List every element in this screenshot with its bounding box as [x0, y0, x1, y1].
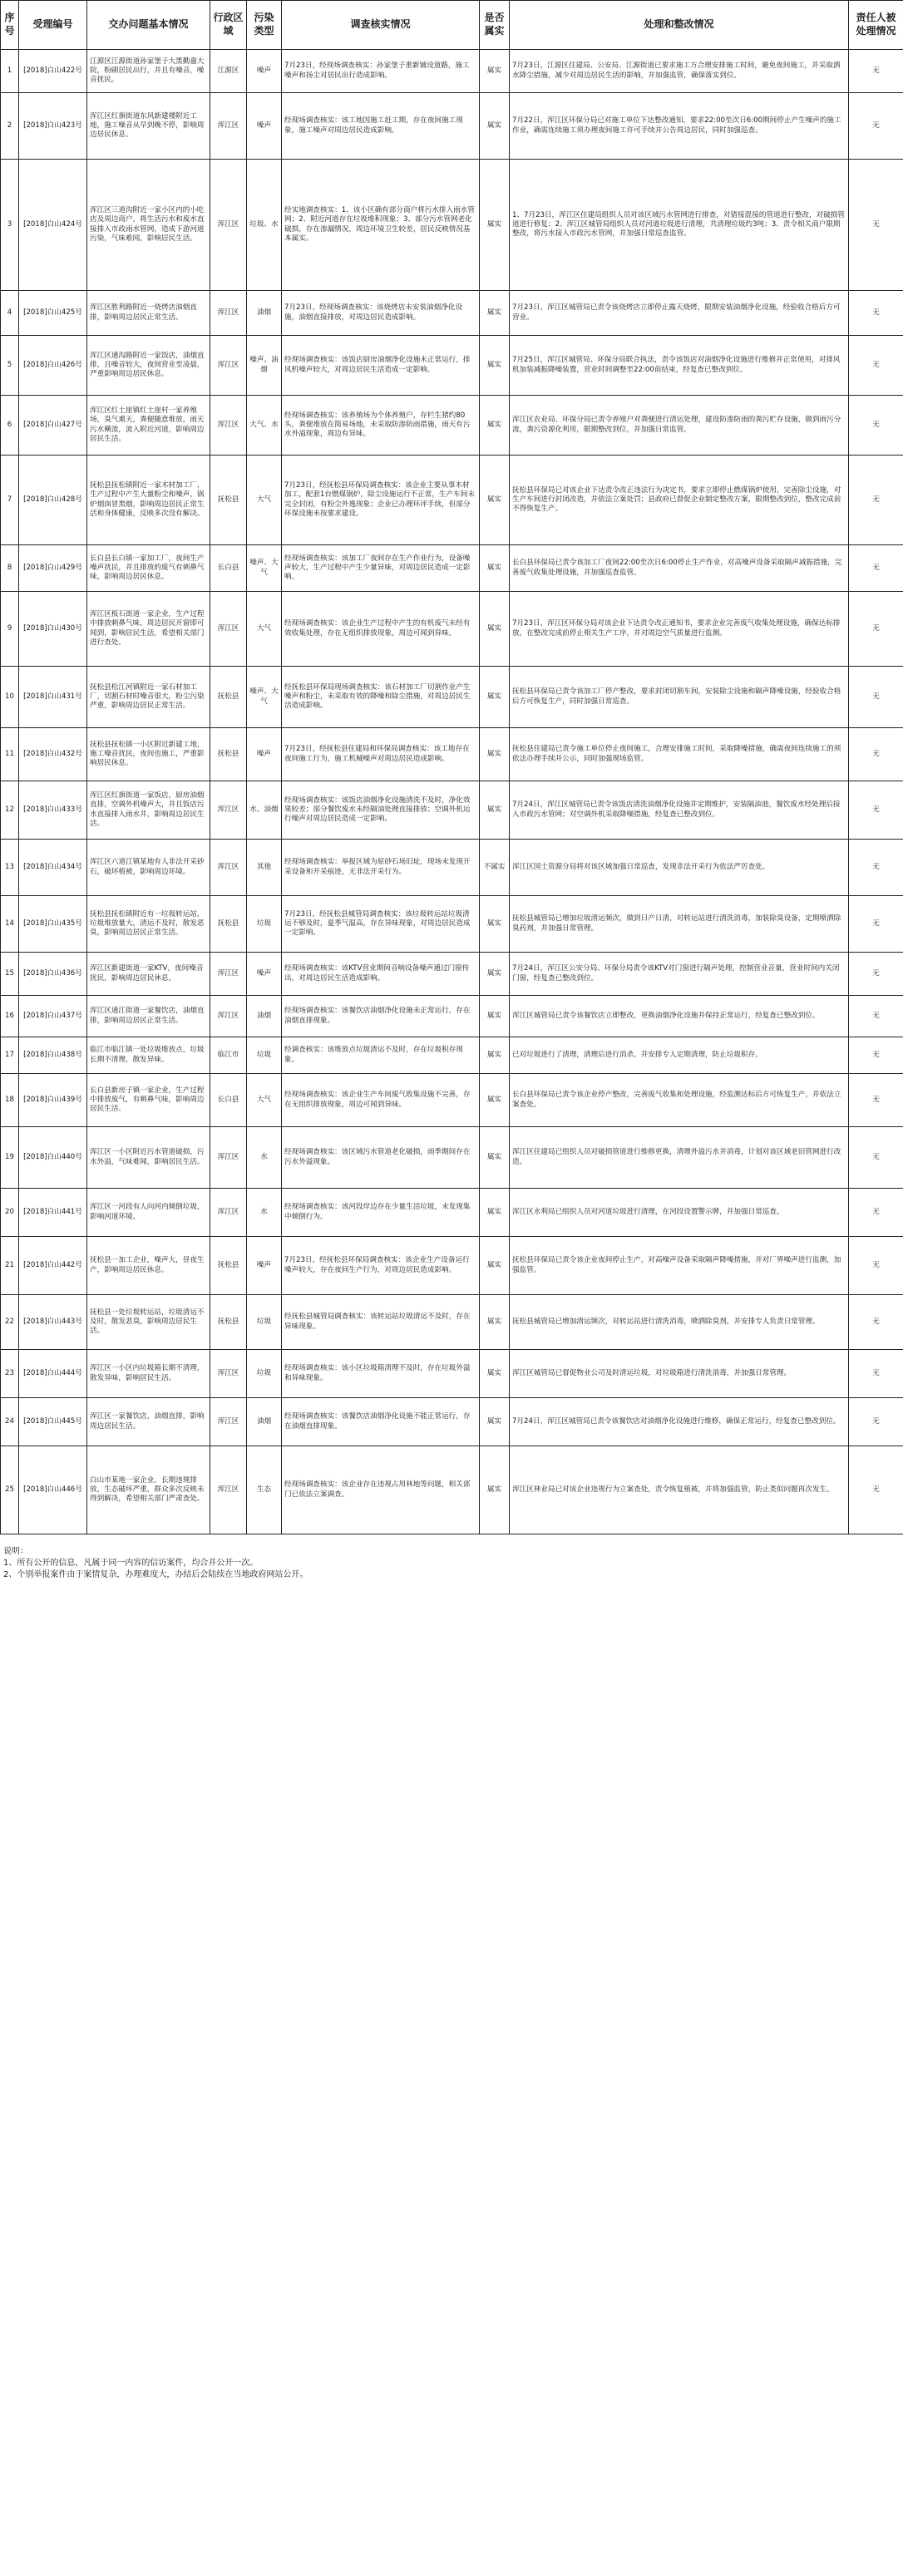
row-code: [2018]白山426号 — [19, 336, 87, 396]
row-type: 噪声 — [247, 93, 282, 160]
row-investigation: 7月23日，经现场调查核实：该烧烤店未安装油烟净化设施，油烟直接排放，对周边居民造成影响。 — [282, 291, 480, 336]
row-issue: 长白县长白镇一家加工厂，夜间生产噪声扰民，并且排放的废气有刺鼻气味，影响周边居民休息。 — [87, 545, 210, 592]
table-row — [1, 592, 903, 667]
row-accountable: 无 — [849, 396, 903, 456]
row-accountable: 无 — [849, 1189, 903, 1237]
row-verified: 属实 — [480, 996, 510, 1037]
notes-title: 说明： — [3, 1547, 28, 1556]
row-region: 浑江区 — [210, 781, 247, 840]
row-handling: 抚松县城管局已增加垃圾清运频次，做到日产日清，对转运站进行清洗消毒，加装除臭设备，定期喷洒除臭药剂，并加强日常管理。 — [510, 896, 849, 953]
row-code: [2018]白山446号 — [19, 1446, 87, 1534]
row-verified: 属实 — [480, 93, 510, 160]
row-handling: 7月23日，江源区住建局、公安局、江源街道已要求施工方合理安排施工时间，避免夜间施工，并采取洒水降尘措施，减少对周边居民生活的影响，并加强监管，确保落实到位。 — [510, 50, 849, 93]
notes-line-1: 1、所有公开的信息，凡属于同一内容的信访案件，均合并公开一次。 — [3, 1559, 259, 1568]
row-region: 浑江区 — [210, 1350, 247, 1398]
table-row — [1, 996, 903, 1037]
row-region: 浑江区 — [210, 160, 247, 291]
row-issue: 抚松县松江河镇附近一家石材加工厂，切割石材时噪音很大，粉尘污染严重，影响周边居民正常生活。 — [87, 667, 210, 728]
table-row — [1, 160, 903, 291]
row-handling: 浑江区国土资源分局将对该区域加强日常巡查，发现非法开采行为依法严厉查处。 — [510, 840, 849, 896]
row-no: 9 — [1, 592, 19, 667]
row-handling: 抚松县城管局已增加清运频次，对转运站进行清洗消毒，喷洒除臭剂，并安排专人负责日常管理。 — [510, 1295, 849, 1350]
row-handling: 浑江区城管局已督促物业公司及时清运垃圾，对垃圾箱进行清洗消毒，并加强日常管理。 — [510, 1350, 849, 1398]
row-code: [2018]白山422号 — [19, 50, 87, 93]
row-handling: 7月23日，浑江区环保分局对该企业下达责令改正通知书，要求企业完善废气收集处理设施，确保达标排放，在整改完成前停止相关生产工序，并对周边空气质量进行监测。 — [510, 592, 849, 667]
row-investigation: 经现场调查核实：该KTV营业期间音响设备噪声通过门窗传出，对周边居民生活造成影响。 — [282, 953, 480, 996]
row-investigation: 经现场调查核实：该企业生产过程中产生的有机废气未经有效收集处理，存在无组织排放现象，周边可闻到异味。 — [282, 592, 480, 667]
row-verified: 属实 — [480, 545, 510, 592]
row-handling: 浑江区农业局、环保分局已责令养殖户对粪便进行清运处理，建设防渗防雨的粪污贮存设施，做到雨污分流，粪污资源化利用，限期整改到位，并加强日常监管。 — [510, 396, 849, 456]
row-type: 水 — [247, 1127, 282, 1189]
table-row — [1, 545, 903, 592]
table-row — [1, 781, 903, 840]
header-issue: 交办问题基本情况 — [87, 1, 210, 50]
row-issue: 浑江区一河段有人向河内倾倒垃圾，影响河道环境。 — [87, 1189, 210, 1237]
table-row — [1, 1446, 903, 1534]
row-region: 抚松县 — [210, 1237, 247, 1295]
row-accountable: 无 — [849, 1446, 903, 1534]
row-no: 7 — [1, 456, 19, 545]
row-investigation: 经现场调查核实：该企业生产车间废气收集设施不完善，存在无组织排放现象，周边可闻到异味。 — [282, 1074, 480, 1127]
row-type: 噪声、大气 — [247, 545, 282, 592]
row-no: 14 — [1, 896, 19, 953]
notes-section — [3, 1546, 898, 1581]
row-issue: 抚松县一加工企业，噪声大，昼夜生产，影响周边居民休息。 — [87, 1237, 210, 1295]
row-verified: 属实 — [480, 728, 510, 781]
row-issue: 临江市临江镇一处垃圾堆放点，垃圾长期不清理，散发异味。 — [87, 1037, 210, 1074]
row-accountable: 无 — [849, 1037, 903, 1074]
row-accountable: 无 — [849, 93, 903, 160]
row-type: 生态 — [247, 1446, 282, 1534]
table-row — [1, 396, 903, 456]
row-handling: 7月24日，浑江区公安分局、环保分局责令该KTV对门窗进行隔声处理，控制营业音量，营业时间内关闭门窗，经复查已整改到位。 — [510, 953, 849, 996]
row-code: [2018]白山431号 — [19, 667, 87, 728]
row-code: [2018]白山423号 — [19, 93, 87, 160]
row-code: [2018]白山436号 — [19, 953, 87, 996]
row-issue: 浑江区新建街道一家KTV，夜间噪音扰民，影响周边居民休息。 — [87, 953, 210, 996]
row-region: 浑江区 — [210, 1398, 247, 1446]
table-row — [1, 1037, 903, 1074]
row-accountable: 无 — [849, 545, 903, 592]
row-issue: 浑江区六道江镇某地有人非法开采砂石，破坏植被，影响周边环境。 — [87, 840, 210, 896]
table-row — [1, 1074, 903, 1127]
row-investigation: 经现场调查核实：该小区垃圾箱清理不及时，存在垃圾外溢和异味现象。 — [282, 1350, 480, 1398]
row-no: 12 — [1, 781, 19, 840]
row-region: 浑江区 — [210, 953, 247, 996]
table-row — [1, 840, 903, 896]
row-no: 24 — [1, 1398, 19, 1446]
row-verified: 属实 — [480, 1350, 510, 1398]
row-type: 噪声、油烟 — [247, 336, 282, 396]
row-code: [2018]白山438号 — [19, 1037, 87, 1074]
table-row — [1, 667, 903, 728]
row-investigation: 7月23日，经抚松县环保局调查核实：该企业生产设备运行噪声较大，存在夜间生产行为，对周边居民造成影响。 — [282, 1237, 480, 1295]
row-no: 10 — [1, 667, 19, 728]
row-accountable: 无 — [849, 456, 903, 545]
header-no: 序号 — [1, 1, 19, 50]
header-region: 行政区域 — [210, 1, 247, 50]
row-investigation: 经抚松县城管局调查核实：该转运站垃圾清运不及时，存在异味现象。 — [282, 1295, 480, 1350]
row-accountable: 无 — [849, 50, 903, 93]
row-no: 23 — [1, 1350, 19, 1398]
row-verified: 属实 — [480, 1237, 510, 1295]
row-code: [2018]白山432号 — [19, 728, 87, 781]
row-region: 抚松县 — [210, 896, 247, 953]
row-no: 8 — [1, 545, 19, 592]
row-type: 大气 — [247, 456, 282, 545]
row-verified: 属实 — [480, 336, 510, 396]
row-region: 浑江区 — [210, 93, 247, 160]
row-handling: 已对垃圾进行了清理，清理后进行消杀，并安排专人定期清理，防止垃圾积存。 — [510, 1037, 849, 1074]
header-type: 污染类型 — [247, 1, 282, 50]
row-verified: 属实 — [480, 1189, 510, 1237]
header-accountable: 责任人被处理情况 — [849, 1, 903, 50]
row-region: 江源区 — [210, 50, 247, 93]
row-handling: 1、7月23日，浑江区住建局组织人员对该区域污水管网进行排查，对错接混接的管道进行整改，对破损管道进行修复；2、浑江区城管局组织人员对河道垃圾进行清理，共清理垃圾约3吨；3、责令相关商户限期整改，将污水接入市政污水管网，并加强日常巡查监管。 — [510, 160, 849, 291]
row-type: 噪声 — [247, 728, 282, 781]
table-row — [1, 1189, 903, 1237]
row-issue: 抚松县一处垃圾转运站，垃圾清运不及时，散发恶臭，影响周边居民生活。 — [87, 1295, 210, 1350]
row-no: 19 — [1, 1127, 19, 1189]
row-investigation: 经现场调查核实：该企业存在违规占用林地等问题，相关部门已依法立案调查。 — [282, 1446, 480, 1534]
row-verified: 不属实 — [480, 840, 510, 896]
row-code: [2018]白山442号 — [19, 1237, 87, 1295]
table-row — [1, 336, 903, 396]
row-accountable: 无 — [849, 996, 903, 1037]
row-no: 4 — [1, 291, 19, 336]
row-verified: 属实 — [480, 160, 510, 291]
row-accountable: 无 — [849, 1074, 903, 1127]
row-no: 2 — [1, 93, 19, 160]
table-row — [1, 728, 903, 781]
table-row — [1, 291, 903, 336]
row-issue: 白山市某地一家企业，长期违规排放，生态破坏严重，群众多次反映未得到解决，希望相关部门严肃查处。 — [87, 1446, 210, 1534]
row-accountable: 无 — [849, 1295, 903, 1350]
row-code: [2018]白山443号 — [19, 1295, 87, 1350]
row-region: 浑江区 — [210, 396, 247, 456]
row-investigation: 经现场调查核实：该餐饮店油烟净化设施未正常运行，存在油烟直排现象。 — [282, 996, 480, 1037]
table-row — [1, 456, 903, 545]
row-region: 长白县 — [210, 1074, 247, 1127]
row-handling: 7月24日，浑江区城管局已责令该餐饮店对油烟净化设施进行维修，确保正常运行，经复查已整改到位。 — [510, 1398, 849, 1446]
row-investigation: 经现场调查核实：该养殖场为个体养殖户，存栏生猪约80头，粪便堆放在简易场地，未采取防渗防雨措施，雨天有污水外溢现象，周边有异味。 — [282, 396, 480, 456]
header-code: 受理编号 — [19, 1, 87, 50]
row-code: [2018]白山437号 — [19, 996, 87, 1037]
row-investigation: 7月23日，经现场调查核实：孙家堡子重新铺设道路，施工噪声和扬尘对居民出行造成影响。 — [282, 50, 480, 93]
table-row — [1, 93, 903, 160]
row-region: 抚松县 — [210, 1295, 247, 1350]
row-issue: 抚松县抚松镇附近一家木材加工厂，生产过程中产生大量粉尘和噪声，锅炉烟囱冒黑烟，影响周边居民正常生活和身体健康，反映多次没有解决。 — [87, 456, 210, 545]
row-region: 临江市 — [210, 1037, 247, 1074]
row-accountable: 无 — [849, 291, 903, 336]
row-code: [2018]白山433号 — [19, 781, 87, 840]
row-handling: 7月23日，浑江区城管局已责令该烧烤店立即停止露天烧烤，限期安装油烟净化设施，经验收合格后方可营业。 — [510, 291, 849, 336]
row-region: 浑江区 — [210, 1189, 247, 1237]
row-type: 水 — [247, 1189, 282, 1237]
row-investigation: 经现场调查核实：该饭店厨房油烟净化设施未正常运行，排风机噪声较大，对周边居民生活造成一定影响。 — [282, 336, 480, 396]
row-no: 15 — [1, 953, 19, 996]
row-code: [2018]白山429号 — [19, 545, 87, 592]
row-type: 噪声 — [247, 50, 282, 93]
row-region: 长白县 — [210, 545, 247, 592]
row-investigation: 7月23日，经抚松县环保局调查核实：该企业主要从事木材加工，配套1台燃煤锅炉，除尘设施运行不正常，生产车间未完全封闭，有粉尘外逸现象；企业已办理环评手续，但部分环保设施未按要求建设。 — [282, 456, 480, 545]
row-verified: 属实 — [480, 953, 510, 996]
row-investigation: 经现场调查核实：该河段岸边存在少量生活垃圾，未发现集中倾倒行为。 — [282, 1189, 480, 1237]
row-accountable: 无 — [849, 160, 903, 291]
row-code: [2018]白山441号 — [19, 1189, 87, 1237]
row-verified: 属实 — [480, 1074, 510, 1127]
row-region: 抚松县 — [210, 456, 247, 545]
row-investigation: 经现场调查核实：该工地因施工赶工期，存在夜间施工现象，施工噪声对周边居民造成影响。 — [282, 93, 480, 160]
row-accountable: 无 — [849, 953, 903, 996]
row-no: 22 — [1, 1295, 19, 1350]
row-handling: 浑江区住建局已组织人员对破损管道进行维修更换，清理外溢污水并消毒，计划对该区域老旧管网进行改造。 — [510, 1127, 849, 1189]
row-handling: 抚松县环保局已对该企业下达责令改正违法行为决定书，要求立即停止燃煤锅炉使用，完善除尘设施，对生产车间进行封闭改造，并依法立案处罚；县政府已督促企业制定整改方案，限期整改到位，整改完成前不得恢复生产。 — [510, 456, 849, 545]
row-investigation: 经现场调查核实：该加工厂夜间存在生产作业行为，设备噪声较大，生产过程中产生少量异味，对周边居民造成一定影响。 — [282, 545, 480, 592]
row-accountable: 无 — [849, 1350, 903, 1398]
row-investigation: 经调查核实：该堆放点垃圾清运不及时，存在垃圾积存现象。 — [282, 1037, 480, 1074]
row-code: [2018]白山434号 — [19, 840, 87, 896]
row-issue: 浑江区三道沟附近一家小区内的小吃店及周边商户，将生活污水和废水直接排入市政雨水管网，造成下游河道污染，气味难闻，影响居民生活。 — [87, 160, 210, 291]
row-issue: 浑江区一小区附近污水管道破损，污水外溢，气味难闻，影响居民生活。 — [87, 1127, 210, 1189]
row-accountable: 无 — [849, 896, 903, 953]
row-accountable: 无 — [849, 728, 903, 781]
row-accountable: 无 — [849, 1398, 903, 1446]
table-row — [1, 1350, 903, 1398]
row-issue: 浑江区一家餐饮店，油烟直排，影响周边居民生活。 — [87, 1398, 210, 1446]
table-row — [1, 953, 903, 996]
row-issue: 浑江区通沟路附近一家饭店，油烟直排，且噪音较大，夜间营业至凌晨，严重影响周边居民休息。 — [87, 336, 210, 396]
table-row — [1, 896, 903, 953]
row-accountable: 无 — [849, 1127, 903, 1189]
row-no: 1 — [1, 50, 19, 93]
row-type: 噪声 — [247, 953, 282, 996]
row-type: 大气 — [247, 1074, 282, 1127]
row-code: [2018]白山430号 — [19, 592, 87, 667]
row-type: 油烟 — [247, 291, 282, 336]
row-issue: 浑江区板石街道一家企业，生产过程中排放刺鼻气味，周边居民开窗即可闻到，影响居民生活，希望相关部门进行查处。 — [87, 592, 210, 667]
header-investigation: 调查核实情况 — [282, 1, 480, 50]
row-code: [2018]白山440号 — [19, 1127, 87, 1189]
row-type: 垃圾 — [247, 896, 282, 953]
row-type: 垃圾、水 — [247, 160, 282, 291]
row-investigation: 经现场调查核实：该餐饮店油烟净化设施不能正常运行，存在油烟直排现象。 — [282, 1398, 480, 1446]
row-no: 6 — [1, 396, 19, 456]
row-verified: 属实 — [480, 1037, 510, 1074]
row-region: 抚松县 — [210, 728, 247, 781]
row-investigation: 7月23日，经抚松县住建局和环保局调查核实：该工地存在夜间施工行为，施工机械噪声对周边居民造成影响。 — [282, 728, 480, 781]
table-header-row — [1, 1, 903, 50]
row-verified: 属实 — [480, 456, 510, 545]
notes-line-2: 2、个别举报案件由于案情复杂，办理难度大，办结后会陆续在当地政府网站公开。 — [3, 1570, 308, 1579]
row-type: 垃圾 — [247, 1350, 282, 1398]
row-type: 油烟 — [247, 1398, 282, 1446]
row-verified: 属实 — [480, 896, 510, 953]
row-verified: 属实 — [480, 667, 510, 728]
row-handling: 7月22日，浑江区环保分局已对施工单位下达整改通知，要求22:00至次日6:00期间停止产生噪声的施工作业，确需连续施工须办理夜间施工许可手续并公告周边居民，同时加强巡查。 — [510, 93, 849, 160]
row-verified: 属实 — [480, 1446, 510, 1534]
row-accountable: 无 — [849, 336, 903, 396]
row-accountable: 无 — [849, 781, 903, 840]
row-no: 20 — [1, 1189, 19, 1237]
row-code: [2018]白山428号 — [19, 456, 87, 545]
row-type: 其他 — [247, 840, 282, 896]
row-type: 大气、水 — [247, 396, 282, 456]
row-issue: 浑江区红旗街道东风新建楼附近工地，施工噪音从早到晚不停，影响周边居民休息。 — [87, 93, 210, 160]
row-code: [2018]白山427号 — [19, 396, 87, 456]
row-type: 水、油烟 — [247, 781, 282, 840]
row-type: 大气 — [247, 592, 282, 667]
row-verified: 属实 — [480, 291, 510, 336]
row-verified: 属实 — [480, 396, 510, 456]
row-investigation: 经现场调查核实：该区域污水管道老化破损，雨季期间存在污水外溢现象。 — [282, 1127, 480, 1189]
row-investigation: 经现场调查核实：该饭店油烟净化设施清洗不及时，净化效果较差；部分餐饮废水未经隔油处理直接排放；空调外机运行噪声对周边居民造成一定影响。 — [282, 781, 480, 840]
row-no: 11 — [1, 728, 19, 781]
row-code: [2018]白山444号 — [19, 1350, 87, 1398]
header-verified: 是否属实 — [480, 1, 510, 50]
row-handling: 长白县环保局已责令该企业停产整改，完善废气收集和处理设施，经监测达标后方可恢复生产，并依法立案查处。 — [510, 1074, 849, 1127]
row-no: 18 — [1, 1074, 19, 1127]
row-verified: 属实 — [480, 1127, 510, 1189]
table-row — [1, 1127, 903, 1189]
row-code: [2018]白山445号 — [19, 1398, 87, 1446]
row-verified: 属实 — [480, 781, 510, 840]
row-no: 16 — [1, 996, 19, 1037]
row-no: 21 — [1, 1237, 19, 1295]
row-region: 浑江区 — [210, 996, 247, 1037]
row-handling: 7月24日，浑江区城管局已责令该饭店清洗油烟净化设施并定期维护，安装隔油池，餐饮废水经处理后接入市政污水管网；对空调外机采取降噪措施，经复查已整改到位。 — [510, 781, 849, 840]
row-no: 5 — [1, 336, 19, 396]
row-region: 浑江区 — [210, 1446, 247, 1534]
row-type: 噪声、大气 — [247, 667, 282, 728]
row-region: 浑江区 — [210, 336, 247, 396]
row-handling: 7月25日，浑江区城管局、环保分局联合执法，责令该饭店对油烟净化设施进行维修并正常使用，对排风机加装减振降噪装置，营业时间调整至22:00前结束，经复查已整改到位。 — [510, 336, 849, 396]
table-row — [1, 50, 903, 93]
row-handling: 抚松县环保局已责令该企业夜间停止生产，对高噪声设备采取隔声降噪措施，并对厂界噪声进行监测，加强监管。 — [510, 1237, 849, 1295]
row-investigation: 经现场调查核实：举报区域为原砂石场旧址，现场未发现开采设备和开采痕迹，无非法开采行为。 — [282, 840, 480, 896]
row-investigation: 经实地调查核实：1、该小区确有部分商户将污水排入雨水管网；2、附近河道存在垃圾堆积现象；3、部分污水管网老化破损，存在渗漏情况，周边环境卫生较差，居民反映情况基本属实。 — [282, 160, 480, 291]
row-code: [2018]白山425号 — [19, 291, 87, 336]
row-type: 油烟 — [247, 996, 282, 1037]
row-region: 浑江区 — [210, 1127, 247, 1189]
row-accountable: 无 — [849, 667, 903, 728]
row-investigation: 经抚松县环保局现场调查核实：该石材加工厂切割作业产生噪声和粉尘，未采取有效的降噪和除尘措施，对周边居民生活造成影响。 — [282, 667, 480, 728]
row-accountable: 无 — [849, 1237, 903, 1295]
row-no: 25 — [1, 1446, 19, 1534]
row-handling: 浑江区城管局已责令该餐饮店立即整改，更换油烟净化设施并保持正常运行，经复查已整改到位。 — [510, 996, 849, 1037]
header-handling: 处理和整改情况 — [510, 1, 849, 50]
row-handling: 抚松县环保局已责令该加工厂停产整改，要求封闭切割车间，安装除尘设施和隔声降噪设施，经验收合格后方可恢复生产，同时加强日常巡查。 — [510, 667, 849, 728]
row-issue: 江源区江源街道孙家堡子大黑勤嘉大院，粉刷居民出行，并且有噪音，噪音扰民。 — [87, 50, 210, 93]
row-verified: 属实 — [480, 1295, 510, 1350]
row-accountable: 无 — [849, 840, 903, 896]
row-issue: 长白县新房子镇一家企业，生产过程中排放废气，有刺鼻气味，影响周边居民生活。 — [87, 1074, 210, 1127]
row-issue: 浑江区胜利路附近一烧烤店油烟直排，影响周边居民正常生活。 — [87, 291, 210, 336]
row-region: 抚松县 — [210, 667, 247, 728]
row-issue: 抚松县抚松镇一小区附近新建工地，施工噪音扰民，夜间也施工，严重影响居民休息。 — [87, 728, 210, 781]
table-body — [1, 50, 903, 1534]
row-region: 浑江区 — [210, 291, 247, 336]
row-issue: 抚松县抚松镇附近有一垃圾转运站，垃圾堆放量大，清运不及时，散发恶臭，影响周边居民正常生活。 — [87, 896, 210, 953]
row-verified: 属实 — [480, 1398, 510, 1446]
row-no: 3 — [1, 160, 19, 291]
row-handling: 长白县环保局已责令该加工厂夜间22:00至次日6:00停止生产作业，对高噪声设备采取隔声减振措施，完善废气收集处理设施，并加强巡查监管。 — [510, 545, 849, 592]
row-region: 浑江区 — [210, 592, 247, 667]
row-issue: 浑江区通江街道一家餐饮店，油烟直排，影响周边居民正常生活。 — [87, 996, 210, 1037]
table-row — [1, 1295, 903, 1350]
row-no: 17 — [1, 1037, 19, 1074]
row-verified: 属实 — [480, 592, 510, 667]
row-code: [2018]白山439号 — [19, 1074, 87, 1127]
row-verified: 属实 — [480, 50, 510, 93]
row-type: 噪声 — [247, 1237, 282, 1295]
row-issue: 浑江区一小区内垃圾箱长期不清理，散发异味，影响居民生活。 — [87, 1350, 210, 1398]
table-row — [1, 1237, 903, 1295]
row-handling: 浑江区林业局已对该企业违规行为立案查处，责令恢复植被，并将加强监管，防止类似问题再次发生。 — [510, 1446, 849, 1534]
row-handling: 浑江区水利局已组织人员对河道垃圾进行清理，在河段设置警示牌，并加强日常巡查。 — [510, 1189, 849, 1237]
row-accountable: 无 — [849, 592, 903, 667]
row-handling: 抚松县住建局已责令施工单位停止夜间施工，合理安排施工时间，采取降噪措施，确需夜间连续施工的须依法办理手续并公示，同时加强现场监管。 — [510, 728, 849, 781]
table-row — [1, 1398, 903, 1446]
row-type: 垃圾 — [247, 1037, 282, 1074]
row-investigation: 7月23日，经抚松县城管局调查核实：该垃圾转运站垃圾清运不够及时，夏季气温高，存在异味现象，对周边居民造成一定影响。 — [282, 896, 480, 953]
row-type: 垃圾 — [247, 1295, 282, 1350]
row-region: 浑江区 — [210, 840, 247, 896]
row-issue: 浑江区红土崖镇红土崖村一家养殖场，臭气熏天，粪便随意堆放，雨天污水横流，流入附近河道，影响周边居民生活。 — [87, 396, 210, 456]
row-code: [2018]白山424号 — [19, 160, 87, 291]
row-no: 13 — [1, 840, 19, 896]
row-issue: 浑江区红旗街道一家饭店，厨房油烟直排，空调外机噪声大，并且饭店污水直接排入雨水井，影响周边居民生活。 — [87, 781, 210, 840]
row-code: [2018]白山435号 — [19, 896, 87, 953]
